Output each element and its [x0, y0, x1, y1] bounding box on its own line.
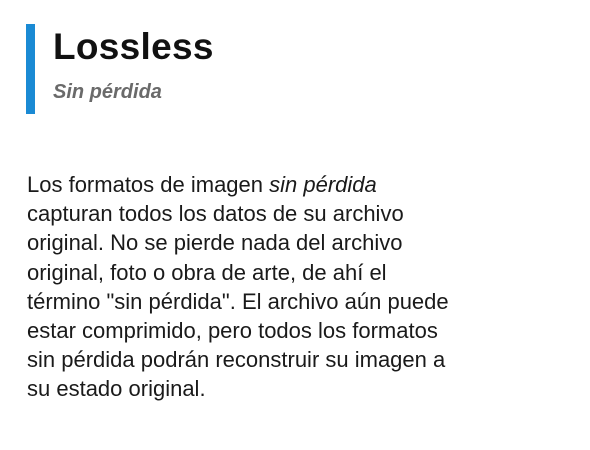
- body-emphasis: sin pérdida: [269, 172, 377, 197]
- body-line: original. No se pierde nada del archivo: [27, 230, 403, 256]
- body-line: capturan todos los datos de su archivo: [27, 201, 404, 227]
- body-paragraph: [27, 170, 547, 404]
- page-title: Lossless: [53, 26, 214, 67]
- page-subtitle: Sin pérdida: [53, 81, 162, 103]
- body-intro: Los formatos de imagen: [27, 172, 270, 197]
- body-line: su estado original.: [27, 376, 206, 402]
- title-block: [26, 24, 214, 114]
- body-line: sin pérdida podrán reconstruir su imagen a: [27, 347, 446, 373]
- body-line: original, foto o obra de arte, de ahí el: [27, 259, 387, 285]
- body-line: término "sin pérdida". El archivo aún puede: [27, 288, 449, 314]
- body-line: estar comprimido, pero todos los formatos: [27, 318, 438, 344]
